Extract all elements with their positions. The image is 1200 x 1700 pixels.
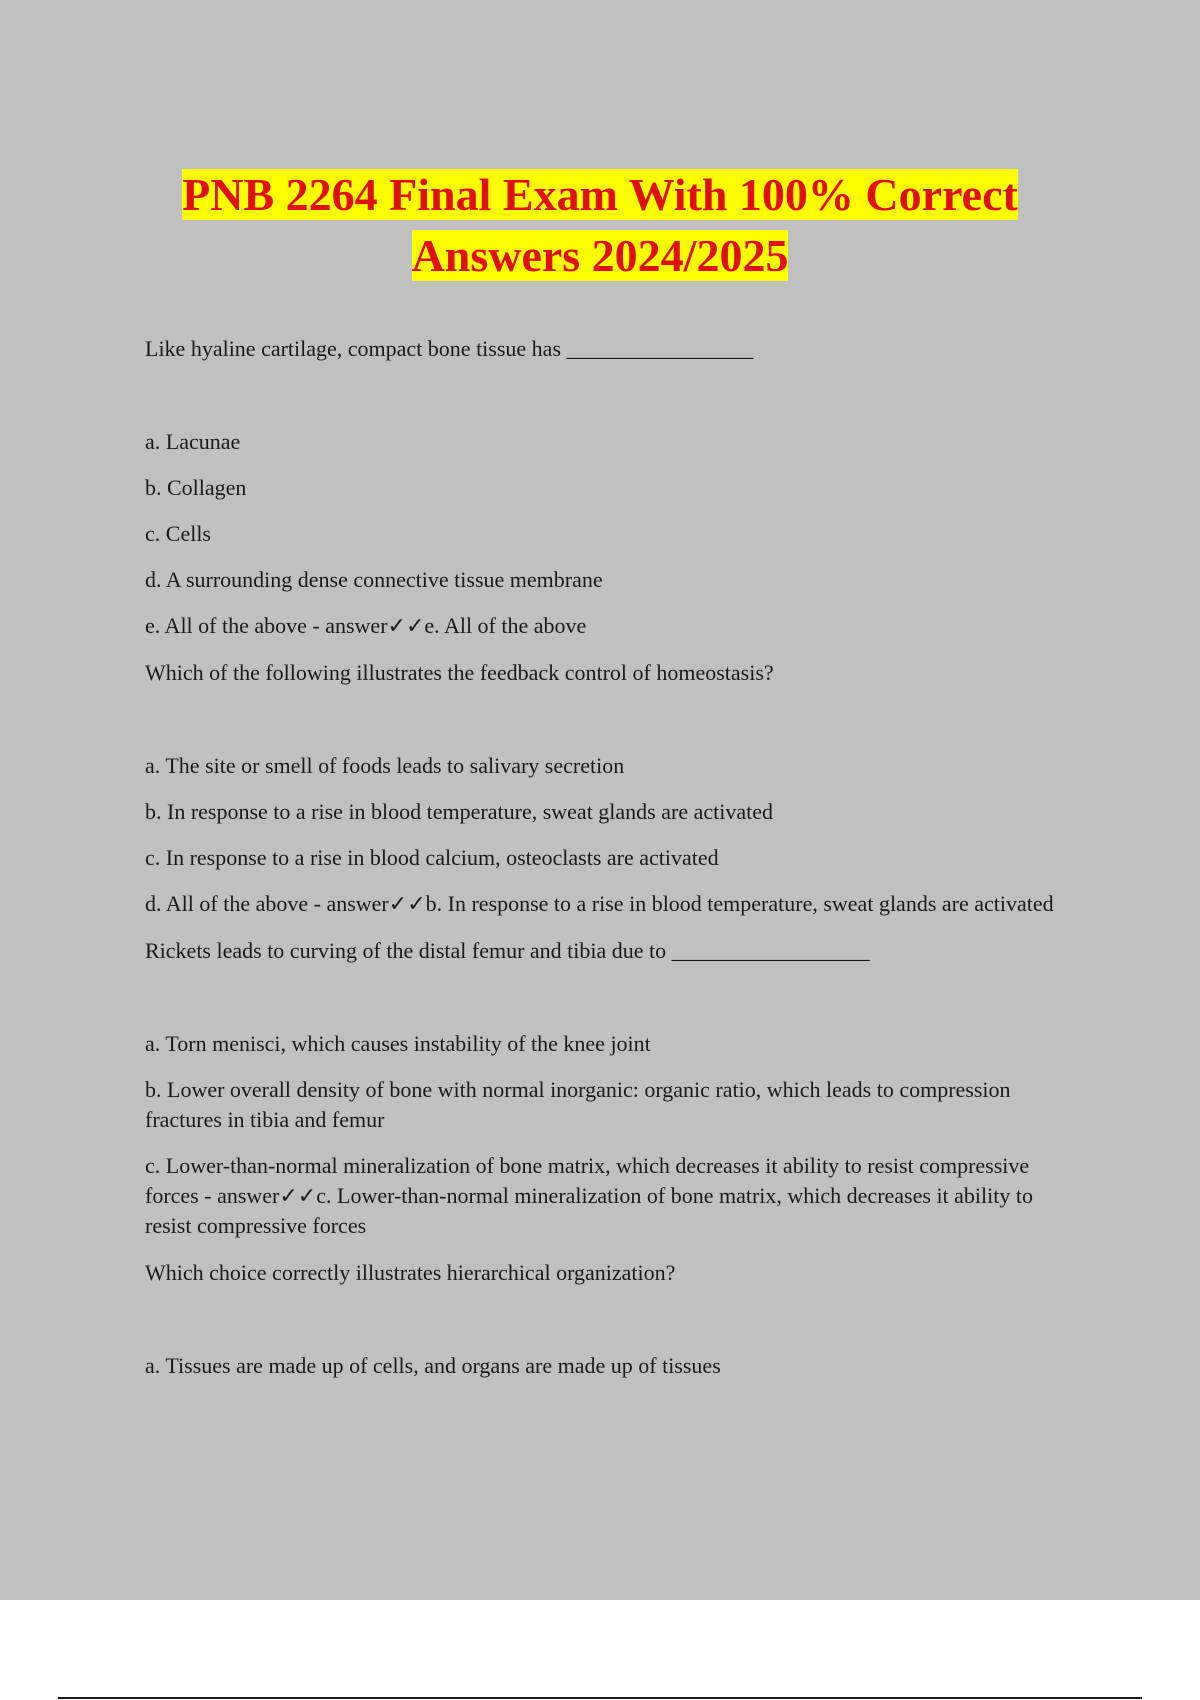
answer-option: b. In response to a rise in blood temperature, sweat glands are activated: [145, 799, 773, 824]
question-prompt: Which of the following illustrates the feedback control of homeostasis?: [145, 660, 774, 685]
footer-rule: [58, 1697, 1142, 1699]
answer-option-correct: e. All of the above - answer✓✓e. All of the above: [145, 613, 587, 638]
answer-option: a. Torn menisci, which causes instability of the knee joint: [145, 1031, 651, 1056]
answer-option: c. Cells: [145, 521, 211, 546]
title-line-2: Answers 2024/2025: [411, 230, 789, 281]
answer-option: b. Collagen: [145, 475, 247, 500]
answer-option-correct: c. Lower-than-normal mineralization of bone matrix, which decreases it ability to resist compressive forces - answer✓✓c. Lower-than-normal mineralization of bone matrix, which decreases it ability to resist compressive forces: [145, 1153, 1033, 1238]
answer-option-correct: d. All of the above - answer✓✓b. In response to a rise in blood temperature, sweat glands are activated: [145, 891, 1054, 916]
answer-option: a. Tissues are made up of cells, and organs are made up of tissues: [145, 1353, 721, 1378]
question-prompt: Like hyaline cartilage, compact bone tissue has _________________: [145, 336, 754, 361]
question-list: [145, 333, 1065, 1381]
answer-option: a. Lacunae: [145, 429, 241, 454]
answer-option: d. A surrounding dense connective tissue membrane: [145, 567, 603, 592]
question-prompt: Which choice correctly illustrates hierarchical organization?: [145, 1260, 676, 1285]
answer-option: c. In response to a rise in blood calcium, osteoclasts are activated: [145, 845, 719, 870]
document-title: [0, 164, 1200, 286]
answer-option: b. Lower overall density of bone with normal inorganic: organic ratio, which leads to compression fractures in tibia and femur: [145, 1077, 1011, 1132]
title-line-1: PNB 2264 Final Exam With 100% Correct: [182, 169, 1018, 220]
question-prompt: Rickets leads to curving of the distal femur and tibia due to __________________: [145, 938, 870, 963]
answer-option: a. The site or smell of foods leads to salivary secretion: [145, 753, 625, 778]
